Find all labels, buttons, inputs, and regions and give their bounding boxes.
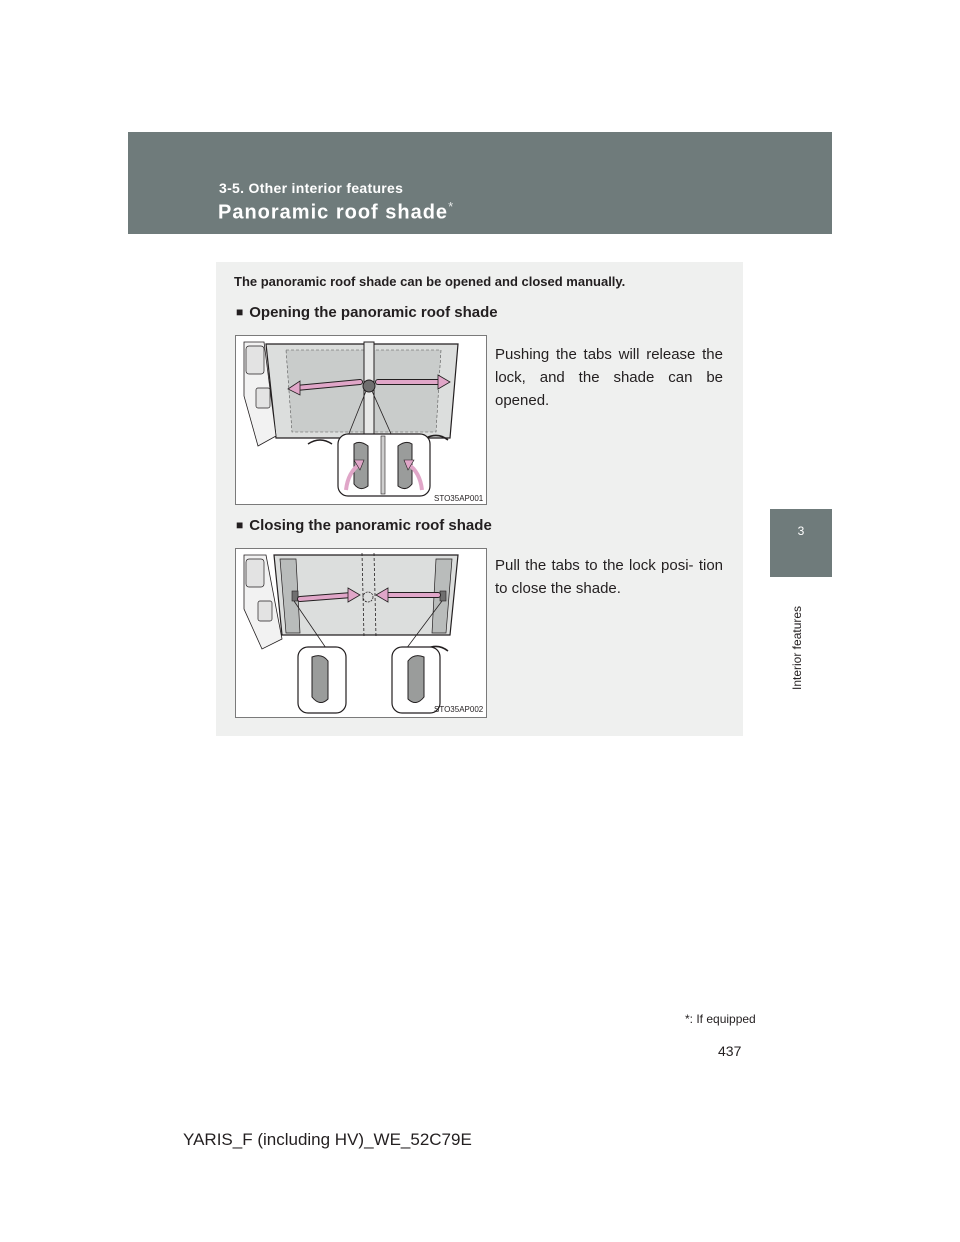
- manual-code: YARIS_F (including HV)_WE_52C79E: [183, 1130, 472, 1149]
- bullet-icon: ■: [236, 305, 244, 319]
- opening-heading: [236, 304, 498, 321]
- footnote-text: : If equipped: [689, 1012, 756, 1026]
- closing-description: Pull the tabs to the lock posi- tion to close the shade.: [495, 557, 723, 597]
- roof-shade-close-diagram: [236, 549, 486, 717]
- bullet-icon: ■: [236, 518, 244, 532]
- opening-description: Pushing the tabs will release the lock, and the shade can be opened.: [495, 346, 723, 409]
- figure-code: STO35AP001: [434, 494, 484, 503]
- chapter-label: Interior features: [790, 605, 804, 690]
- page-title: [218, 199, 454, 225]
- chapter-tab: [770, 509, 832, 577]
- footnote-mark: *: [685, 1012, 690, 1026]
- closing-illustration: [235, 548, 487, 718]
- opening-heading-text: Opening the panoramic roof shade: [249, 304, 498, 321]
- opening-illustration: [235, 335, 487, 505]
- section-label: 3-5. Other interior features: [219, 180, 404, 196]
- chapter-number: 3: [797, 524, 805, 538]
- footnote: [685, 1012, 756, 1026]
- figure-code: STO35AP002: [434, 705, 484, 714]
- if-equipped-mark: *: [448, 199, 455, 214]
- intro-text: The panoramic roof shade can be opened and closed manually.: [234, 274, 626, 289]
- roof-shade-open-diagram: [236, 336, 486, 504]
- closing-heading: [236, 517, 492, 534]
- page-title-text: Panoramic roof shade: [218, 201, 449, 224]
- page-number: 437: [718, 1043, 742, 1059]
- closing-heading-text: Closing the panoramic roof shade: [249, 517, 492, 534]
